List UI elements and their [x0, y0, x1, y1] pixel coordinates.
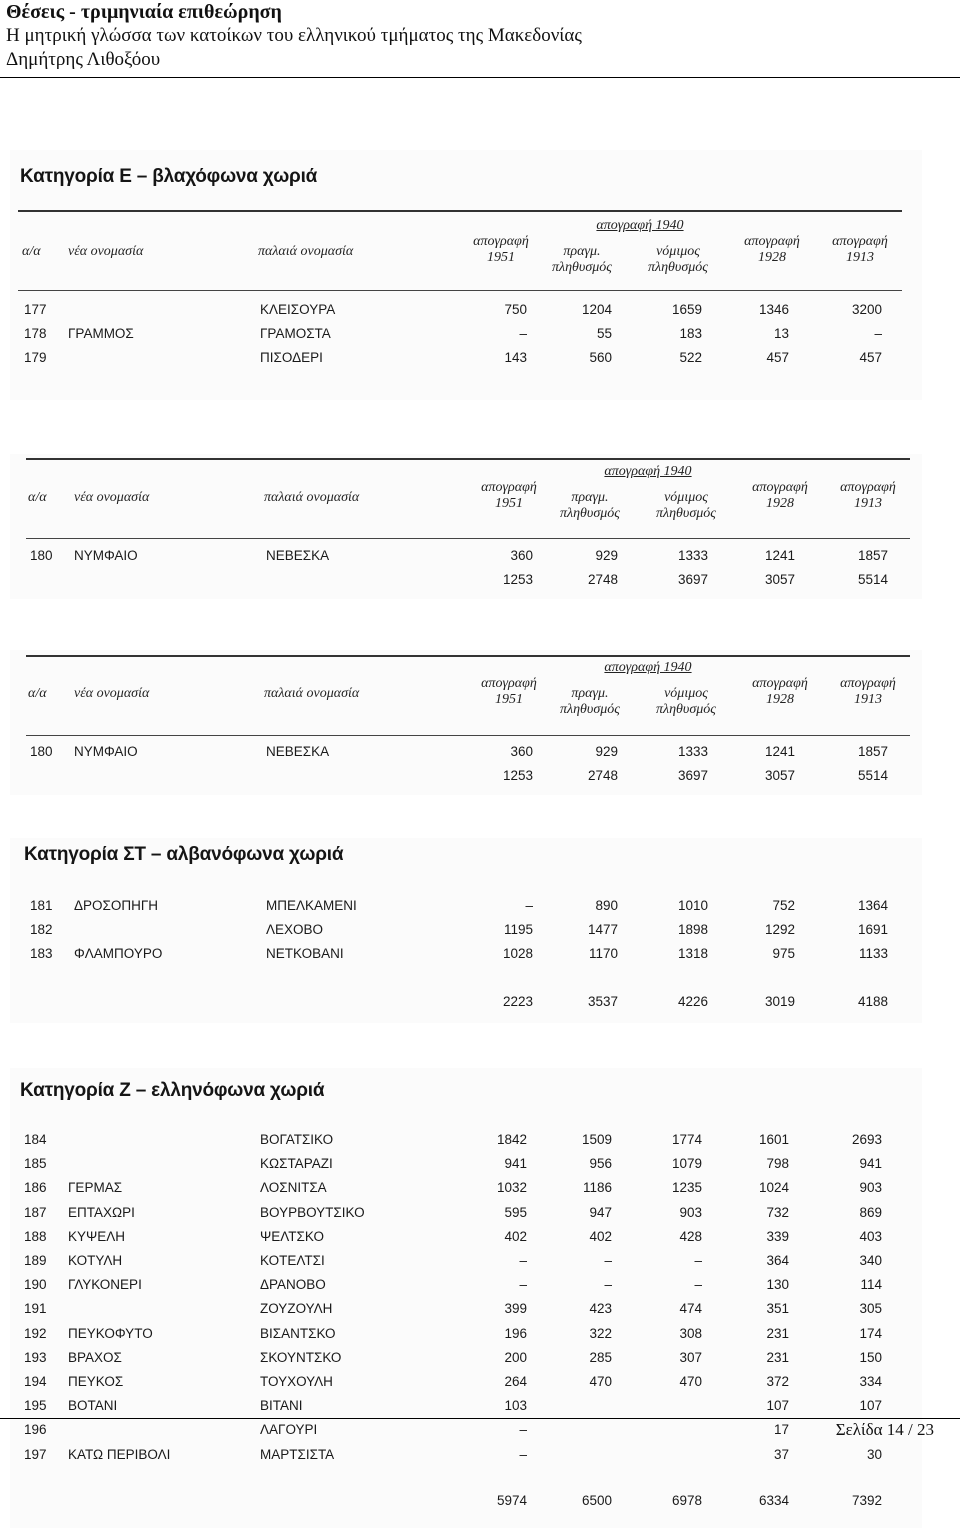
row-value: 474 — [679, 1301, 702, 1317]
row-value: 929 — [595, 744, 618, 759]
row-value: 1032 — [496, 1180, 527, 1196]
row-id: 192 — [24, 1325, 47, 1341]
table-row — [10, 1323, 910, 1345]
row-value: – — [874, 326, 882, 341]
row-value: 3697 — [677, 768, 708, 783]
row-id: 188 — [24, 1228, 47, 1244]
row-value: – — [519, 1277, 527, 1293]
row-value: 231 — [766, 1349, 789, 1365]
row-value: 360 — [510, 548, 533, 563]
col-census-1928: απογραφή 1928 — [752, 676, 808, 707]
row-value: 103 — [504, 1398, 527, 1414]
table-row — [10, 1444, 910, 1466]
row-value: 470 — [589, 1374, 612, 1389]
row-old-name: ΒΙΣΑΝΤΣΚΟ — [260, 1325, 336, 1341]
row-value: 428 — [679, 1228, 702, 1244]
row-value: 183 — [679, 326, 702, 341]
table-row — [10, 1250, 910, 1272]
table-row — [10, 1177, 910, 1199]
row-value: 1204 — [581, 302, 612, 317]
row-id: 191 — [24, 1301, 47, 1317]
row-old-name: ΜΑΡΤΣΙΣΤΑ — [260, 1446, 335, 1462]
col-new-name: νέα ονομασία — [74, 490, 150, 505]
col-census-1951: απογραφή 1951 — [481, 676, 537, 707]
col-census-1913: απογραφή 1913 — [840, 480, 896, 511]
row-value: 130 — [766, 1277, 789, 1293]
row-old-name: ΨΕΛΤΣΚΟ — [260, 1228, 324, 1244]
col-new-name: νέα ονομασία — [68, 244, 144, 259]
row-value: 1318 — [677, 946, 708, 961]
page-number: Σελίδα 14 / 23 — [835, 1420, 934, 1439]
row-value: 6500 — [581, 1493, 612, 1508]
row-value: 6978 — [671, 1493, 702, 1508]
row-new-name: ΚΟΤΥΛΗ — [68, 1253, 123, 1268]
row-id: 179 — [24, 350, 47, 365]
row-value: 798 — [766, 1156, 789, 1172]
row-value: 1509 — [581, 1132, 612, 1147]
row-id: 178 — [24, 326, 47, 341]
table-row — [16, 765, 916, 787]
row-value: 334 — [859, 1374, 882, 1389]
table-row — [16, 943, 916, 965]
row-old-name: ΔΡΑΝΟΒΟ — [260, 1277, 326, 1293]
row-value: 3019 — [764, 994, 795, 1009]
row-value: – — [519, 1422, 527, 1438]
row-old-name: ΣΚΟΥΝΤΣΚΟ — [260, 1349, 342, 1365]
row-value: 307 — [679, 1349, 702, 1365]
row-value: 1024 — [758, 1180, 789, 1196]
table-row — [10, 299, 910, 321]
row-value: 1857 — [857, 744, 888, 759]
row-value: 522 — [679, 350, 702, 365]
col-id: α/α — [28, 490, 47, 505]
row-value: 470 — [679, 1374, 702, 1389]
row-id: 195 — [24, 1398, 47, 1414]
row-new-name: ΝΥΜΦΑΙΟ — [74, 548, 138, 563]
row-value: 1659 — [671, 302, 702, 317]
row-id: 196 — [24, 1422, 47, 1438]
row-new-name: ΕΠΤΑΧΩΡΙ — [68, 1204, 135, 1220]
table-header-rule — [18, 290, 902, 291]
col-legal-pop: νόμιμος πληθυσμός — [656, 686, 716, 717]
row-id: 182 — [30, 922, 53, 937]
row-value: 339 — [766, 1228, 789, 1244]
row-id: 177 — [24, 302, 47, 317]
row-value: 1241 — [764, 548, 795, 563]
col-census-1940: απογραφή 1940 — [604, 660, 692, 675]
row-value: 13 — [773, 326, 789, 341]
document-header — [6, 0, 946, 72]
row-value: 595 — [504, 1204, 527, 1220]
section-title-st: Κατηγορία ΣΤ – αλβανόφωνα χωριά — [24, 844, 344, 865]
row-value: 752 — [772, 898, 795, 913]
row-value: 947 — [589, 1204, 612, 1220]
col-new-name: νέα ονομασία — [74, 686, 150, 701]
row-value: 372 — [766, 1374, 789, 1389]
row-id: 194 — [24, 1374, 47, 1389]
row-value: 114 — [860, 1277, 882, 1293]
col-census-1928: απογραφή 1928 — [752, 480, 808, 511]
row-id: 190 — [24, 1277, 47, 1293]
row-old-name: ΒΙΤΑΝΙ — [260, 1398, 303, 1414]
table-row — [10, 1371, 910, 1393]
row-value: 423 — [589, 1301, 612, 1317]
row-value: 364 — [766, 1253, 789, 1268]
row-value: 264 — [504, 1374, 527, 1389]
row-value: 402 — [504, 1228, 527, 1244]
row-value: – — [519, 1446, 527, 1462]
table-row — [10, 1129, 910, 1151]
row-value: 1253 — [502, 768, 533, 783]
row-value: 3537 — [587, 994, 618, 1009]
row-value: 403 — [859, 1228, 882, 1244]
row-id: 186 — [24, 1180, 47, 1196]
table-row — [10, 1274, 910, 1296]
row-id: 193 — [24, 1349, 47, 1365]
row-value: 750 — [504, 302, 527, 317]
row-value: 360 — [510, 744, 533, 759]
row-value: 1774 — [671, 1132, 702, 1147]
row-old-name: ΖΟΥΖΟΥΛΗ — [260, 1301, 333, 1317]
table-row — [10, 1153, 910, 1175]
row-value: 200 — [504, 1349, 527, 1365]
row-id: 180 — [30, 744, 53, 759]
col-real-pop: πραγμ. πληθυσμός — [552, 244, 612, 275]
row-value: 143 — [504, 350, 527, 365]
row-value: 107 — [766, 1398, 789, 1414]
row-value: 869 — [859, 1204, 882, 1220]
row-value: 322 — [589, 1325, 612, 1341]
row-value: 1133 — [858, 946, 888, 961]
col-old-name: παλαιά ονομασία — [264, 686, 360, 701]
table-row — [10, 1419, 910, 1441]
row-value: 174 — [859, 1325, 882, 1341]
row-old-name: ΚΟΤΕΛΤΣΙ — [260, 1253, 325, 1268]
row-value: 1253 — [502, 572, 533, 587]
row-id: 184 — [24, 1132, 47, 1147]
col-census-1913: απογραφή 1913 — [832, 234, 888, 265]
row-value: 5514 — [857, 572, 888, 587]
row-value: 3057 — [764, 768, 795, 783]
row-new-name: ΔΡΟΣΟΠΗΓΗ — [74, 898, 159, 913]
row-value: 37 — [773, 1446, 789, 1462]
col-census-1940: απογραφή 1940 — [604, 464, 692, 479]
col-census-1913: απογραφή 1913 — [840, 676, 896, 707]
row-value: 1170 — [588, 946, 618, 961]
row-value: 956 — [589, 1156, 612, 1172]
col-id: α/α — [22, 244, 41, 259]
row-value: 340 — [859, 1253, 882, 1268]
section-title-z: Κατηγορία Ζ – ελληνόφωνα χωριά — [20, 1080, 325, 1101]
row-value: 732 — [766, 1204, 789, 1220]
row-value: 2748 — [587, 572, 618, 587]
footer-divider — [0, 1418, 960, 1419]
row-value: 351 — [766, 1301, 789, 1317]
row-value: 457 — [859, 350, 882, 365]
row-value: 30 — [866, 1446, 882, 1462]
section-title-e: Κατηγορία Ε – βλαχόφωνα χωριά — [20, 166, 318, 187]
row-value: 285 — [589, 1349, 612, 1365]
row-value: 1028 — [502, 946, 533, 961]
table-row — [10, 1226, 910, 1248]
row-value: 1333 — [677, 548, 708, 563]
row-value: 2223 — [502, 994, 533, 1009]
table-row — [10, 1395, 910, 1417]
row-new-name: ΚΑΤΩ ΠΕΡΙΒΟΛΙ — [68, 1446, 171, 1462]
col-census-1940: απογραφή 1940 — [596, 218, 684, 233]
row-value: 1346 — [758, 302, 789, 317]
col-legal-pop: νόμιμος πληθυσμός — [648, 244, 708, 275]
row-id: 181 — [30, 898, 53, 913]
row-value: 4226 — [677, 994, 708, 1009]
row-value: 150 — [859, 1349, 882, 1365]
row-value: 402 — [589, 1228, 612, 1244]
row-value: 1898 — [677, 922, 708, 937]
col-legal-pop: νόμιμος πληθυσμός — [656, 490, 716, 521]
row-value: 1292 — [764, 922, 795, 937]
row-old-name: ΛΕΧΟΒΟ — [266, 922, 324, 937]
row-value: 6334 — [758, 1493, 789, 1508]
row-old-name: ΝΕΒΕΣΚΑ — [266, 744, 330, 759]
document-subtitle: Η μητρική γλώσσα των κατοίκων του ελληνικού τμήματος της Μακεδονίας — [6, 25, 582, 46]
col-old-name: παλαιά ονομασία — [258, 244, 354, 259]
table-row — [10, 347, 910, 369]
row-value: 890 — [595, 898, 618, 913]
row-value: 941 — [859, 1156, 882, 1172]
row-value: 17 — [773, 1422, 789, 1438]
row-value: 399 — [504, 1301, 527, 1317]
row-value: 5974 — [496, 1493, 527, 1508]
row-value: 1186 — [582, 1180, 612, 1196]
table-header-rule — [26, 735, 910, 736]
row-value: 1842 — [496, 1132, 527, 1147]
col-id: α/α — [28, 686, 47, 701]
col-real-pop: πραγμ. πληθυσμός — [560, 686, 620, 717]
row-new-name: ΝΥΜΦΑΙΟ — [74, 744, 138, 759]
row-value: 1241 — [764, 744, 795, 759]
row-value: 1364 — [857, 898, 888, 913]
row-value: – — [694, 1277, 702, 1293]
table-row — [16, 991, 916, 1013]
table-row — [16, 569, 916, 591]
row-value: – — [525, 898, 533, 913]
col-census-1951: απογραφή 1951 — [481, 480, 537, 511]
row-new-name: ΚΥΨΕΛΗ — [68, 1228, 126, 1244]
table-row — [10, 1202, 910, 1224]
header-divider — [0, 77, 960, 78]
row-value: 1857 — [857, 548, 888, 563]
table-row — [10, 1347, 910, 1369]
row-value: 1079 — [671, 1156, 702, 1172]
table-row — [10, 323, 910, 345]
row-old-name: ΒΟΥΡΒΟΥΤΣΙΚΟ — [260, 1204, 365, 1220]
row-value: 1691 — [857, 922, 888, 937]
row-value: 7392 — [851, 1493, 882, 1508]
row-value: 5514 — [857, 768, 888, 783]
row-value: 1235 — [671, 1180, 702, 1196]
row-value: 196 — [504, 1325, 527, 1341]
table-header-rule — [26, 538, 910, 539]
row-value: 903 — [859, 1180, 882, 1196]
row-value: 1601 — [758, 1132, 789, 1147]
row-value: 3200 — [851, 302, 882, 317]
col-real-pop: πραγμ. πληθυσμός — [560, 490, 620, 521]
row-value: – — [604, 1253, 612, 1268]
row-new-name: ΓΕΡΜΑΣ — [68, 1180, 123, 1196]
row-old-name: ΚΩΣΤΑΡΑΖΙ — [260, 1156, 333, 1172]
row-value: 560 — [589, 350, 612, 365]
col-census-1951: απογραφή 1951 — [473, 234, 529, 265]
table-top-rule — [18, 210, 902, 212]
row-old-name: ΤΟΥΧΟΥΛΗ — [260, 1374, 333, 1389]
table-row — [16, 741, 916, 763]
col-census-1928: απογραφή 1928 — [744, 234, 800, 265]
row-old-name: ΛΟΣΝΙΤΣΑ — [260, 1180, 327, 1196]
row-new-name: ΓΛΥΚΟΝΕΡΙ — [68, 1277, 142, 1293]
table-top-rule — [26, 458, 910, 460]
row-old-name: ΠΙΣΟΔΕΡΙ — [260, 350, 323, 365]
row-value: 903 — [679, 1204, 702, 1220]
row-id: 189 — [24, 1253, 47, 1268]
row-old-name: ΜΠΕΛΚΑΜΕΝΙ — [266, 898, 357, 913]
row-old-name: ΒΟΓΑΤΣΙΚΟ — [260, 1132, 334, 1147]
row-value: 1333 — [677, 744, 708, 759]
row-new-name: ΦΛΑΜΠΟΥΡΟ — [74, 946, 163, 961]
table-row — [16, 919, 916, 941]
row-value: 457 — [766, 350, 789, 365]
row-value: – — [604, 1277, 612, 1293]
table-row — [10, 1298, 910, 1320]
row-id: 183 — [30, 946, 53, 961]
row-value: – — [519, 1253, 527, 1268]
row-value: 231 — [766, 1325, 789, 1341]
table-row — [16, 895, 916, 917]
row-value: 308 — [679, 1325, 702, 1341]
row-new-name: ΒΡΑΧΟΣ — [68, 1349, 122, 1365]
row-value: 4188 — [857, 994, 888, 1009]
row-old-name: ΚΛΕΙΣΟΥΡΑ — [260, 302, 336, 317]
row-value: 2693 — [851, 1132, 882, 1147]
row-value: 2748 — [587, 768, 618, 783]
row-new-name: ΠΕΥΚΟΣ — [68, 1374, 124, 1389]
row-value: 1010 — [677, 898, 708, 913]
row-value: 941 — [504, 1156, 527, 1172]
row-new-name: ΠΕΥΚΟΦΥΤΟ — [68, 1325, 153, 1341]
row-value: 975 — [772, 946, 795, 961]
row-new-name: ΒΟΤΑΝΙ — [68, 1398, 118, 1414]
row-value: 55 — [596, 326, 612, 341]
document-title: Θέσεις - τριμηνιαία επιθεώρηση — [6, 1, 282, 23]
table-row — [10, 1490, 910, 1512]
row-old-name: ΝΕΒΕΣΚΑ — [266, 548, 330, 563]
row-value: 3697 — [677, 572, 708, 587]
row-id: 180 — [30, 548, 53, 563]
row-id: 187 — [24, 1204, 47, 1220]
row-old-name: ΛΑΓΟΥΡΙ — [260, 1422, 318, 1438]
table-row — [16, 545, 916, 567]
row-value: – — [694, 1253, 702, 1268]
row-value: 929 — [595, 548, 618, 563]
row-value: 1195 — [503, 922, 533, 937]
row-value: 3057 — [764, 572, 795, 587]
row-old-name: ΝΕΤΚΟΒΑΝΙ — [266, 946, 344, 961]
row-id: 197 — [24, 1446, 47, 1462]
row-value: 107 — [859, 1398, 882, 1414]
row-value: 1477 — [587, 922, 618, 937]
row-value: – — [519, 326, 527, 341]
row-new-name: ΓΡΑΜΜΟΣ — [68, 326, 134, 341]
table-top-rule — [26, 655, 910, 657]
col-old-name: παλαιά ονομασία — [264, 490, 360, 505]
document-author: Δημήτρης Λιθοξόου — [6, 49, 161, 70]
row-value: 305 — [859, 1301, 882, 1317]
row-id: 185 — [24, 1156, 47, 1172]
row-old-name: ΓΡΑΜΟΣΤΑ — [260, 326, 331, 341]
